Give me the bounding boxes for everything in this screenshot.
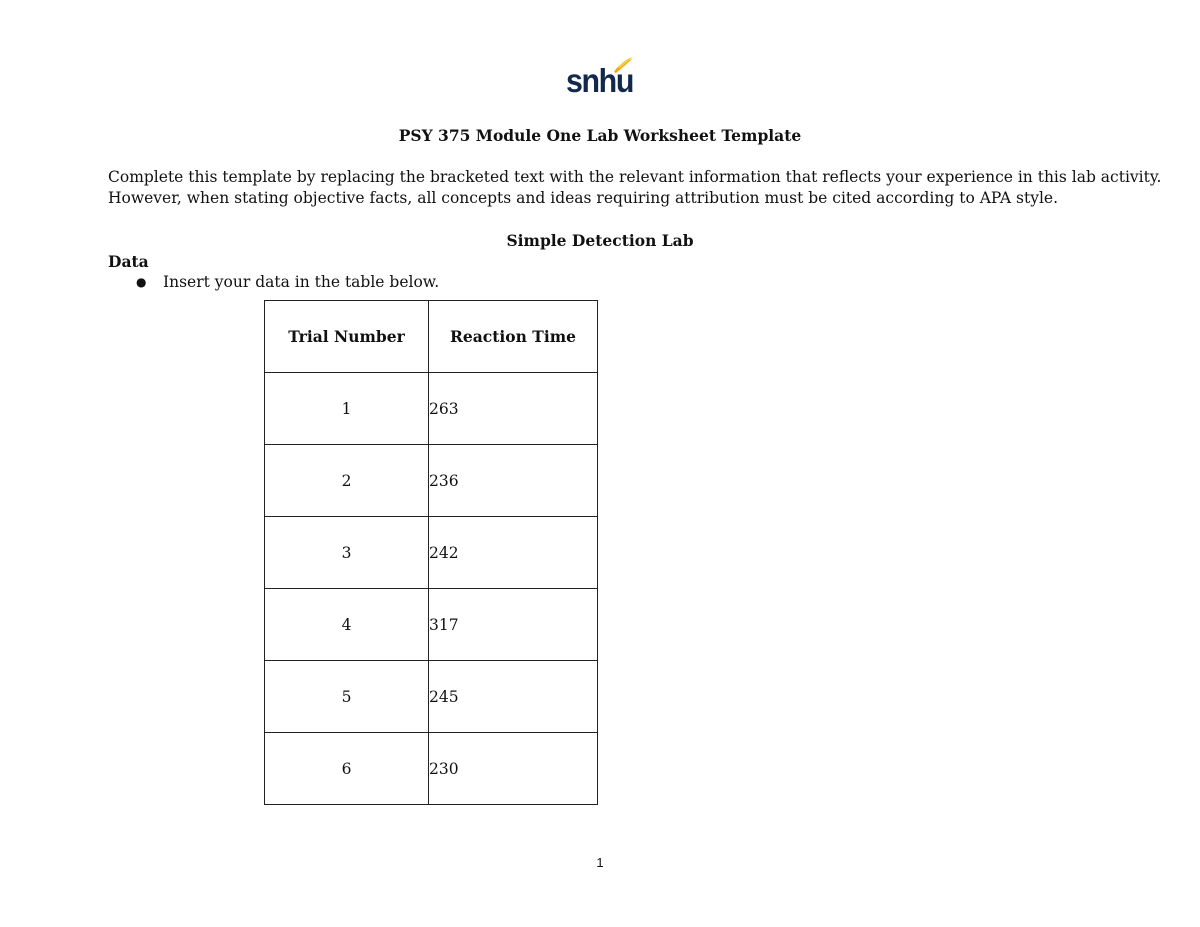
table-row <box>265 661 598 733</box>
flame-icon <box>612 56 634 74</box>
intro-line: Complete this template by replacing the bracketed text with the relevant information that reflects your experience in this lab activity. <box>108 168 1162 186</box>
bullet-item <box>136 273 439 291</box>
reaction-time-cell: 236 <box>429 445 598 517</box>
data-heading: Data <box>108 252 149 271</box>
trial-number-cell: 5 <box>265 661 429 733</box>
bullet-dot-icon: ● <box>136 275 147 289</box>
header-reaction-time: Reaction Time <box>429 301 598 373</box>
trial-number-cell: 1 <box>265 373 429 445</box>
trial-number-cell: 4 <box>265 589 429 661</box>
table-header-row <box>265 301 598 373</box>
section-title: Simple Detection Lab <box>506 231 694 250</box>
snhu-logo <box>562 56 634 102</box>
trial-number-cell: 6 <box>265 733 429 805</box>
data-table <box>264 300 598 805</box>
reaction-time-cell: 230 <box>429 733 598 805</box>
table-row <box>265 445 598 517</box>
trial-number-cell: 3 <box>265 517 429 589</box>
header-trial-number: Trial Number <box>265 301 429 373</box>
reaction-time-cell: 317 <box>429 589 598 661</box>
trial-number-cell: 2 <box>265 445 429 517</box>
logo-text: snhu <box>566 62 634 99</box>
table-row <box>265 733 598 805</box>
intro-line: However, when stating objective facts, all concepts and ideas requiring attribution must be cited according to APA style. <box>108 189 1059 207</box>
reaction-time-cell: 242 <box>429 517 598 589</box>
reaction-time-cell: 263 <box>429 373 598 445</box>
table-row <box>265 589 598 661</box>
table-row <box>265 517 598 589</box>
table-row <box>265 373 598 445</box>
document-title: PSY 375 Module One Lab Worksheet Template <box>398 126 802 145</box>
reaction-time-cell: 245 <box>429 661 598 733</box>
intro-paragraph <box>108 167 1162 209</box>
page-number: 1 <box>596 855 604 870</box>
bullet-text: Insert your data in the table below. <box>163 273 440 291</box>
